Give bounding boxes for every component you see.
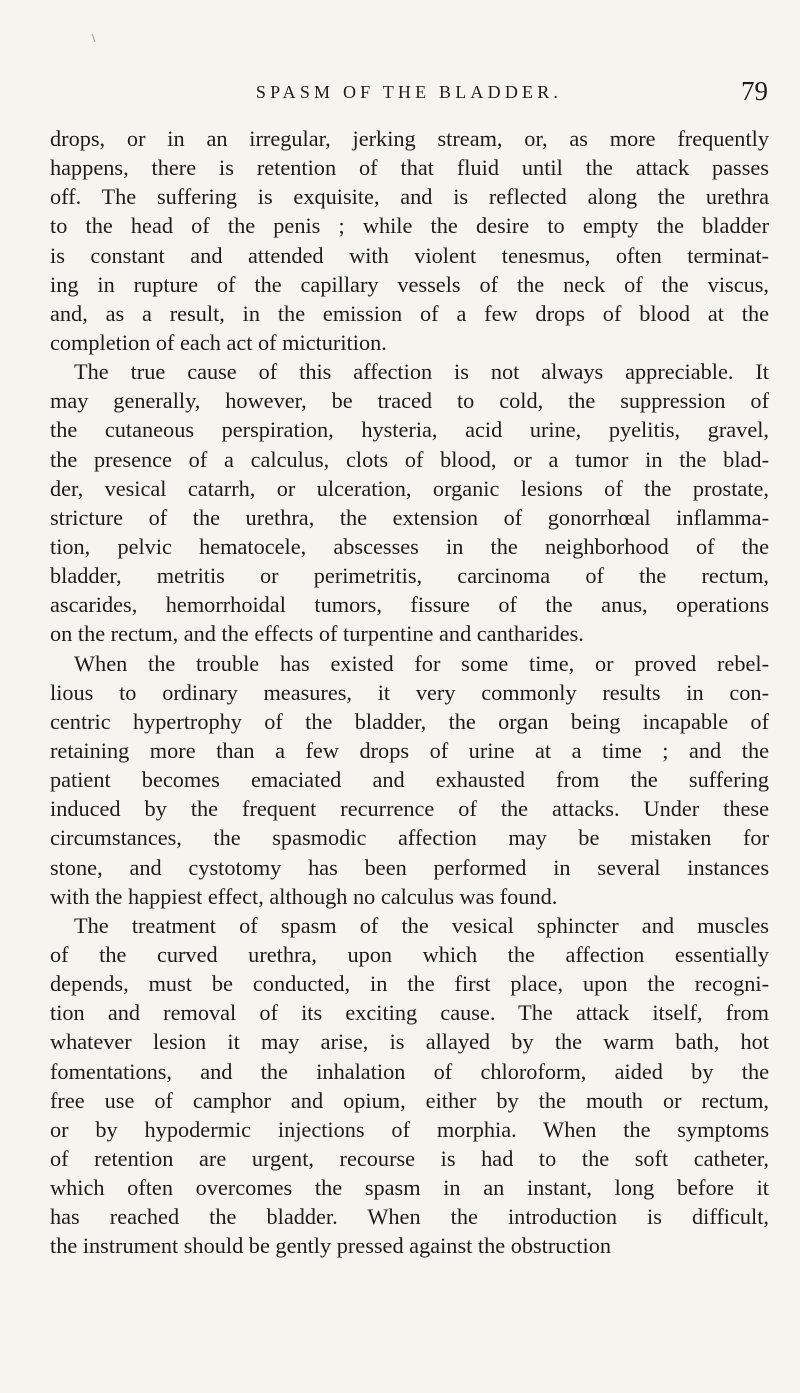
text-line: stricture of the urethra, the extension of gonorrhœal inflamma- [50,504,769,530]
text-line: lious to ordinary measures, it very commonly results in con- [50,679,769,705]
text-line: of retention are urgent, recourse is had to the soft catheter, [50,1145,769,1171]
text-line: the cutaneous perspiration, hysteria, acid urine, pyelitis, gravel, [50,417,769,443]
text-line: tion and removal of its exciting cause. The attack itself, from [50,1000,769,1026]
text-line: off. The suffering is exquisite, and is reflected along the urethra [50,184,769,210]
text-line: The treatment of spasm of the vesical sphincter and muscles [74,912,769,938]
print-speck-mark: ∖ [90,34,97,45]
text-line: happens, there is retention of that fluid until the attack passes [50,155,769,181]
text-line: circumstances, the spasmodic affection may be mistaken for [50,825,769,851]
text-line: which often overcomes the spasm in an instant, long before it [50,1175,769,1201]
body-text [50,124,769,1260]
text-line: The true cause of this affection is not always appreciable. It [74,359,769,385]
text-line: free use of camphor and opium, either by the mouth or rectum, [50,1087,769,1113]
text-line: the instrument should be gently pressed against the obstruction [50,1233,612,1259]
text-line: der, vesical catarrh, or ulceration, organic lesions of the prostate, [50,475,769,501]
text-line: on the rectum, and the effects of turpentine and cantharides. [50,621,584,647]
text-line: tion, pelvic hematocele, abscesses in the neighborhood of the [50,533,769,559]
text-line: and, as a result, in the emission of a few drops of blood at the [50,300,769,326]
text-line: fomentations, and the inhalation of chloroform, aided by the [50,1058,769,1084]
page-number: 79 [741,76,768,106]
text-line: ascarides, hemorrhoidal tumors, fissure of the anus, operations [50,592,769,618]
text-line: centric hypertrophy of the bladder, the organ being incapable of [50,708,769,734]
text-line: drops, or in an irregular, jerking stream, or, as more frequently [50,126,769,151]
text-line: has reached the bladder. When the introduction is difficult, [50,1204,769,1230]
page-header [50,76,768,110]
text-line: depends, must be conducted, in the first place, upon the recogni- [50,971,769,997]
text-line: bladder, metritis or perimetritis, carcinoma of the rectum, [50,563,769,589]
text-line: is constant and attended with violent tenesmus, often terminat- [50,242,769,268]
text-line: induced by the frequent recurrence of the attacks. Under these [50,796,769,822]
text-line: stone, and cystotomy has been performed in several instances [50,854,769,880]
text-line: patient becomes emaciated and exhausted from the suffering [50,767,769,793]
text-line: ing in rupture of the capillary vessels of the neck of the viscus, [50,271,769,297]
text-line: whatever lesion it may arise, is allayed by the warm bath, hot [50,1029,769,1055]
text-line: may generally, however, be traced to cold, the suppression of [50,388,769,414]
text-line: completion of each act of micturition. [50,329,387,355]
running-head: SPASM OF THE BLADDER. [255,82,563,102]
text-line: or by hypodermic injections of morphia. When the symptoms [50,1116,769,1142]
text-line: When the trouble has existed for some time, or proved rebel- [74,650,769,676]
text-line: of the curved urethra, upon which the affection essentially [50,941,769,967]
text-line: with the happiest effect, although no calculus was found. [50,883,558,909]
text-line: the presence of a calculus, clots of blood, or a tumor in the blad- [50,446,769,472]
text-line: to the head of the penis ; while the desire to empty the bladder [50,213,769,239]
text-line: retaining more than a few drops of urine at a time ; and the [50,737,769,763]
